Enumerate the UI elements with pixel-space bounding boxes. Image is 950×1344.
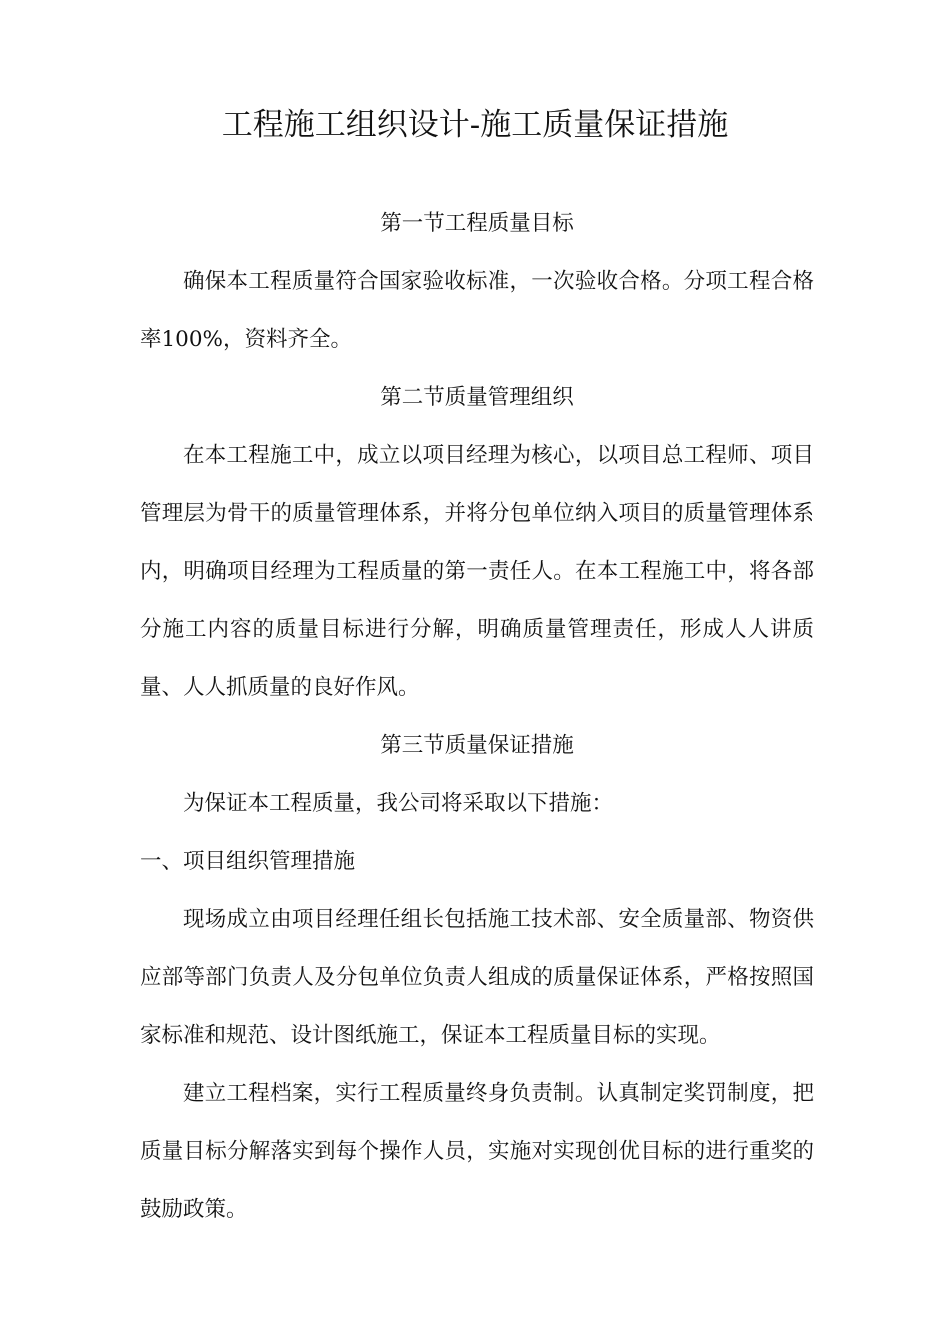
document-title: 工程施工组织设计-施工质量保证措施 — [221, 107, 729, 143]
document-body — [140, 195, 814, 1239]
section2-heading: 第二节质量管理组织 — [380, 385, 574, 410]
section3-heading: 第三节质量保证措施 — [380, 733, 574, 758]
section1-paragraph: 确保本工程质量符合国家验收标准，一次验收合格。分项工程合格率100%，资料齐全。 — [140, 269, 814, 352]
section2-paragraph: 在本工程施工中，成立以项目经理为核心，以项目总工程师、项目管理层为骨干的质量管理体系，并将分包单位纳入项目的质量管理体系内，明确项目经理为工程质量的第一责任人。在本工程施工中，将各部分施工内容的质量目标进行分解，明确质量管理责任，形成人人讲质量、人人抓质量的良好作风。 — [140, 443, 814, 700]
section3-paragraph1: 现场成立由项目经理任组长包括施工技术部、安全质量部、物资供应部等部门负责人及分包单位负责人组成的质量保证体系，严格按照国家标准和规范、设计图纸施工，保证本工程质量目标的实现。 — [140, 907, 814, 1048]
section3-subheading: 一、项目组织管理措施 — [140, 849, 356, 874]
section3-paragraph2: 建立工程档案，实行工程质量终身负责制。认真制定奖罚制度，把质量目标分解落实到每个操作人员，实施对实现创优目标的进行重奖的鼓励政策。 — [140, 1081, 814, 1222]
section1-heading: 第一节工程质量目标 — [380, 211, 574, 236]
section3-intro: 为保证本工程质量，我公司将采取以下措施： — [183, 791, 614, 816]
